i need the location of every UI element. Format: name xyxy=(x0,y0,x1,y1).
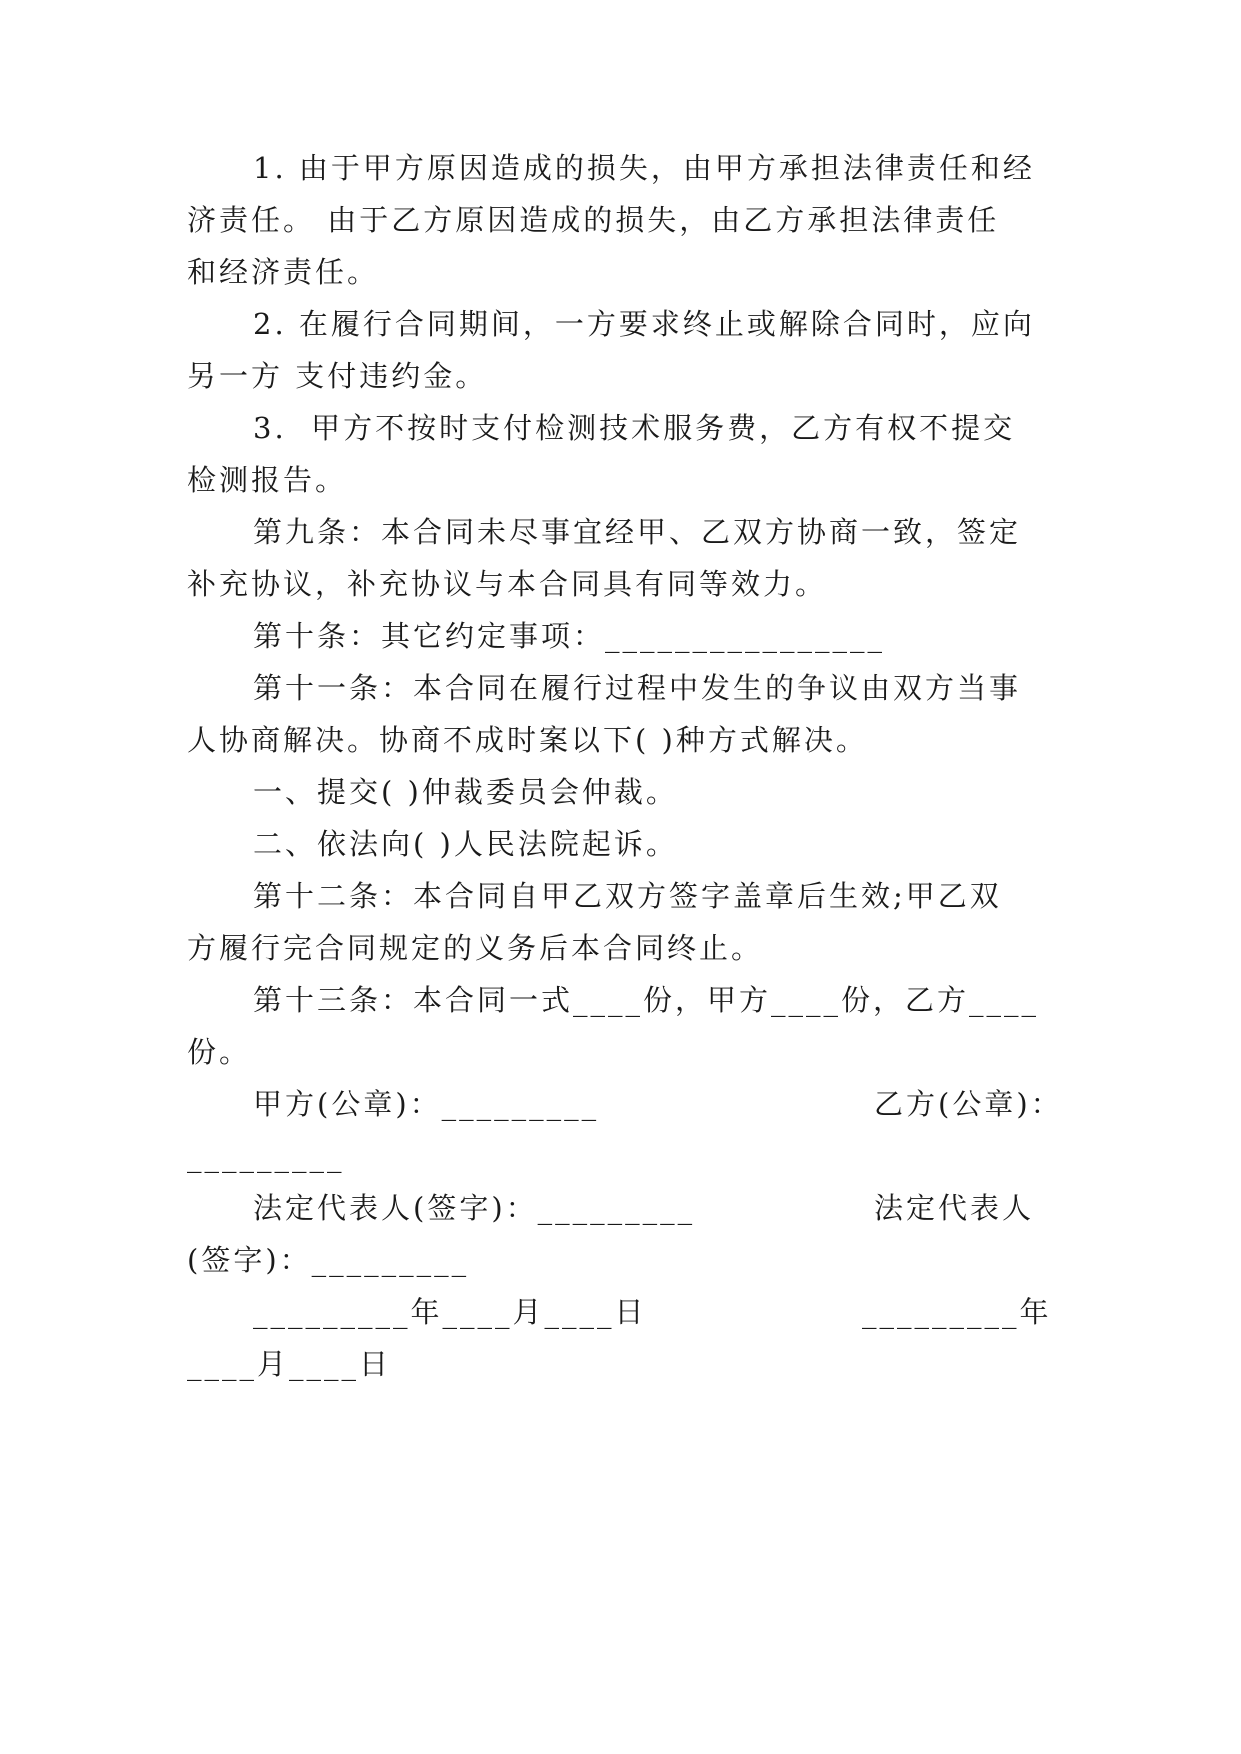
clause-8-item-2-line-2: 另一方 支付违约金。 xyxy=(187,359,488,393)
clause-11-line-1: 第十一条：本合同在履行过程中发生的争议由双方当事 xyxy=(253,671,1022,705)
party-b-seal: 乙方(公章)： xyxy=(874,1087,1063,1121)
party-b-representative-line-2: (签字)：_________ xyxy=(187,1243,470,1277)
dispute-option-court: 二、依法向( )人民法院起诉。 xyxy=(253,827,678,861)
party-b-seal-blank: _________ xyxy=(187,1139,345,1173)
clause-9-line-2: 补充协议，补充协议与本合同具有同等效力。 xyxy=(187,567,828,601)
clause-8-item-1-line-2: 济责任。 由于乙方原因造成的损失，由乙方承担法律责任 xyxy=(187,203,1000,237)
clause-8-item-3-line-2: 检测报告。 xyxy=(187,463,348,497)
clause-8-item-1-line-1: 1. 由于甲方原因造成的损失，由甲方承担法律责任和经 xyxy=(253,151,1035,185)
clause-8-item-2-line-1: 2. 在履行合同期间，一方要求终止或解除合同时，应向 xyxy=(253,307,1035,341)
party-b-date-line-1: _________年 xyxy=(862,1295,1052,1329)
clause-9-line-1: 第九条：本合同未尽事宜经甲、乙双方协商一致，签定 xyxy=(253,515,1022,549)
clause-13-line-1: 第十三条：本合同一式____份，甲方____份，乙方____ xyxy=(253,983,1040,1017)
party-b-representative-line-1: 法定代表人 xyxy=(874,1191,1035,1225)
clause-13-line-2: 份。 xyxy=(187,1035,252,1069)
party-b-date-line-2: ____月____日 xyxy=(187,1347,392,1381)
clause-12-line-2: 方履行完合同规定的义务后本合同终止。 xyxy=(187,931,764,965)
party-a-representative: 法定代表人(签字)：_________ xyxy=(253,1191,696,1225)
clause-11-line-2: 人协商解决。协商不成时案以下( )种方式解决。 xyxy=(187,723,868,757)
dispute-option-arbitration: 一、提交( )仲裁委员会仲裁。 xyxy=(253,775,678,809)
party-a-date: _________年____月____日 xyxy=(253,1295,647,1329)
clause-10: 第十条：其它约定事项：________________ xyxy=(253,619,886,653)
clause-8-item-1-line-3: 和经济责任。 xyxy=(187,255,380,289)
clause-12-line-1: 第十二条：本合同自甲乙双方签字盖章后生效;甲乙双 xyxy=(253,879,1002,913)
party-a-seal: 甲方(公章)：_________ xyxy=(253,1087,600,1121)
clause-8-item-3-line-1: 3. 甲方不按时支付检测技术服务费，乙方有权不提交 xyxy=(253,411,1016,445)
